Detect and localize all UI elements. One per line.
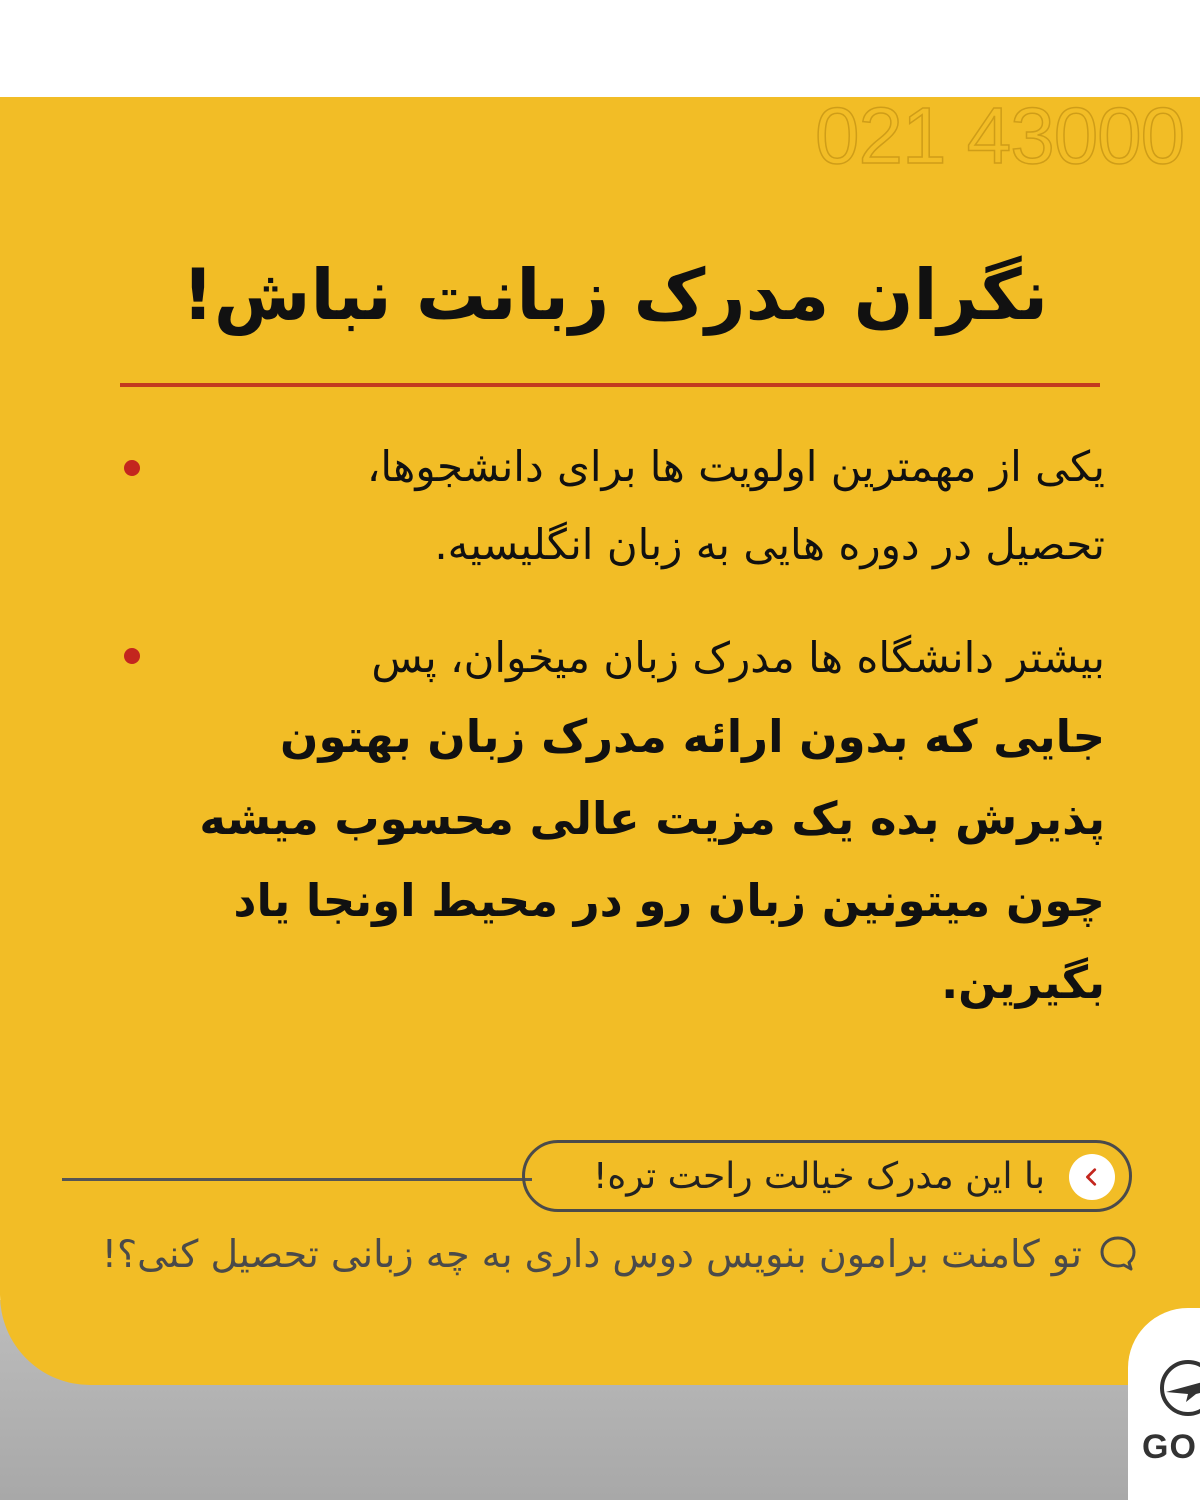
post-title: نگران مدرک زبانت نباش!: [181, 254, 1049, 336]
chevron-left-icon[interactable]: [1069, 1154, 1115, 1200]
bullet-line: بیشتر دانشگاه ها مدرک زبان میخوان، پس: [371, 633, 1105, 682]
comment-prompt-text: تو کامنت برامون بنویس دوس داری به چه زبانی تحصیل کنی؟!: [101, 1232, 1082, 1276]
cta-connector-line: [62, 1178, 532, 1181]
brand-logo-text: GO: [1142, 1428, 1197, 1466]
comment-prompt: [60, 1222, 1140, 1286]
phone-watermark: 021 43000: [815, 91, 1185, 180]
bullet-line: یکی از مهمترین اولویت ها برای دانشجوها،: [366, 442, 1105, 491]
bullet-dot-icon: [124, 460, 140, 476]
cta-label: با این مدرک خیالت راحت تره!: [593, 1156, 1045, 1197]
comment-bubble-icon: [1098, 1234, 1138, 1274]
bullet-dot-icon: [124, 648, 140, 664]
bullet-line: تحصیل در دوره هایی به زبان انگلیسیه.: [434, 520, 1105, 569]
bullet-line-bold: جایی که بدون ارائه مدرک زبان بهتون: [280, 710, 1105, 763]
plane-icon: [1156, 1356, 1200, 1420]
brand-logo: [1128, 1308, 1200, 1508]
bullet-item: [160, 428, 1105, 584]
bullet-item: [160, 620, 1105, 1024]
bullet-line-bold: پذیرش بده یک مزیت عالی محسوب میشه: [199, 792, 1105, 845]
bullet-list: [120, 428, 1105, 1024]
bullet-line-bold: بگیرین.: [941, 956, 1105, 1009]
bullet-line-bold: چون میتونین زبان رو در محیط اونجا یاد: [233, 874, 1105, 927]
cta-button[interactable]: [522, 1140, 1132, 1212]
title-divider: [120, 383, 1100, 387]
